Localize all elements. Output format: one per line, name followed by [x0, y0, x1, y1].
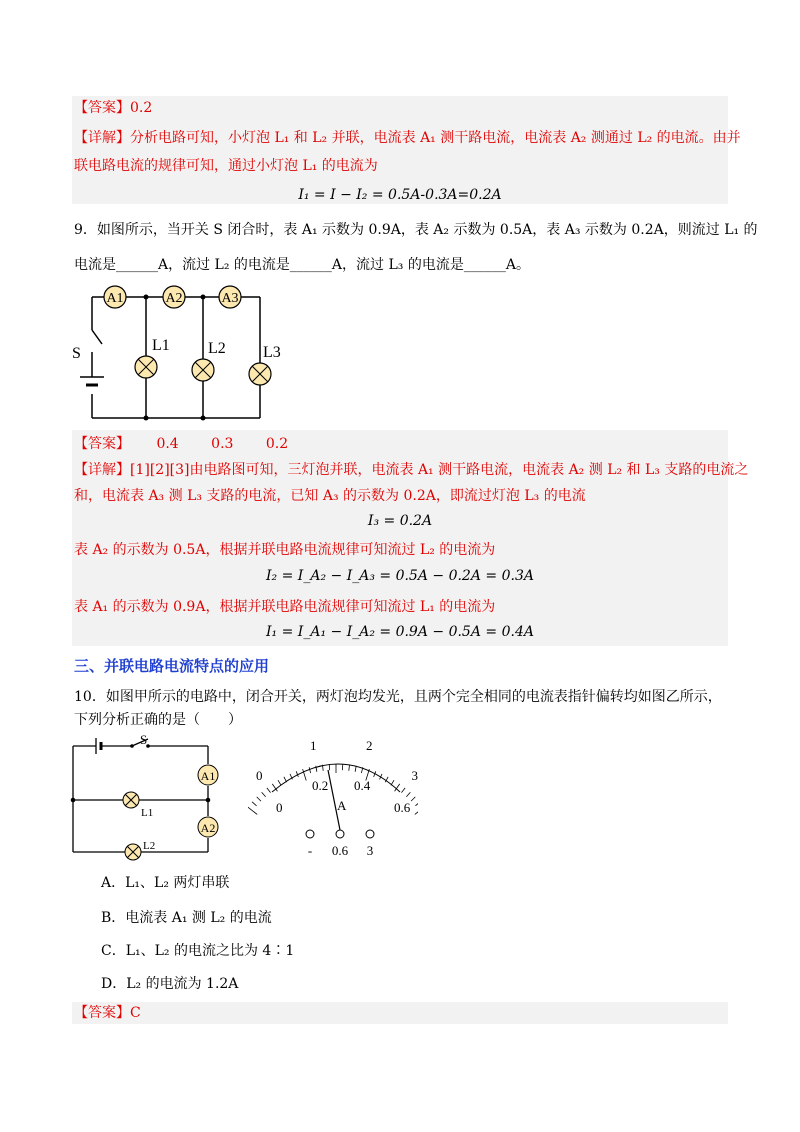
- svg-text:L1: L1: [141, 807, 154, 819]
- answer-1: 0.4: [156, 436, 179, 452]
- detail-text: [1][2][3]由电路图可知，三灯泡并联，电流表 A₁ 测干路电流，电流表 A₂ 测 L₂ 和 L₃ 支路的电流之: [130, 462, 749, 478]
- svg-text:L2: L2: [208, 340, 226, 357]
- scale-bottom-0: 0: [276, 800, 283, 815]
- answer-block-3: [72, 1002, 728, 1024]
- answer-line-2: [74, 434, 288, 454]
- detail-label: 【详解】: [74, 462, 130, 478]
- scale-top-1: 1: [310, 738, 317, 753]
- svg-text:A2: A2: [165, 291, 183, 306]
- lamp-l2: [125, 840, 155, 860]
- lamp-l1: [135, 337, 170, 378]
- answer-line-3: [74, 1003, 141, 1023]
- detail-line-5: 表 A₂ 的示数为 0.5A，根据并联电路电流规律可知流过 L₂ 的电流为: [74, 542, 496, 558]
- terminal-neg: -: [307, 843, 313, 858]
- q9-line-1: 9．如图所示，当开关 S 闭合时，表 A₁ 示数为 0.9A，表 A₂ 示数为 0.5A，表 A₃ 示数为 0.2A，则流过 L₁ 的: [74, 222, 758, 238]
- svg-text:A3: A3: [221, 291, 239, 306]
- detail-line-6: 表 A₁ 的示数为 0.9A，根据并联电路电流规律可知流过 L₁ 的电流为: [74, 599, 496, 615]
- scale-bottom-2: 0.4: [354, 778, 371, 793]
- formula-1: I₁ = I − I₂ = 0.5A-0.3A=0.2A: [298, 187, 502, 203]
- svg-text:A1: A1: [106, 291, 124, 306]
- answer-line-1: [74, 98, 152, 118]
- option-c[interactable]: C．L₁、L₂ 的电流之比为 4∶1: [101, 943, 295, 959]
- formula-3: I₂ = I_A₂ − I_A₃ = 0.5A − 0.2A = 0.3A: [266, 568, 534, 584]
- scale-top-2: 2: [366, 738, 373, 753]
- meter-tick: [252, 802, 256, 806]
- option-b[interactable]: B．电流表 A₁ 测 L₂ 的电流: [101, 910, 272, 926]
- svg-text:L2: L2: [143, 840, 156, 852]
- meter-tick: [415, 807, 418, 814]
- formula-4: I₁ = I_A₁ − I_A₂ = 0.9A − 0.5A = 0.4A: [266, 624, 534, 640]
- detail-text: 分析电路可知，小灯泡 L₁ 和 L₂ 并联，电流表 A₁ 测干路电流，电流表 A₂ 测通过 L₂ 的电流。由并: [130, 130, 741, 146]
- answer-label: 【答案】: [74, 1005, 130, 1021]
- q9-circuit-diagram: [70, 282, 285, 422]
- svg-text:A2: A2: [200, 821, 216, 835]
- terminal-06: 0.6: [331, 843, 349, 858]
- ammeter-a1: [198, 765, 218, 785]
- meter-tick: [257, 797, 261, 801]
- lamp-l3: [249, 344, 281, 385]
- ammeter-a2: [198, 817, 218, 837]
- option-a[interactable]: A．L₁、L₂ 两灯串联: [101, 875, 230, 891]
- answer-value: C: [130, 1005, 141, 1021]
- ammeter-a1: [104, 286, 126, 308]
- answer-label: 【答案】: [74, 100, 130, 116]
- meter-tick: [401, 788, 405, 793]
- unit-label: A: [337, 798, 347, 813]
- q10-circuit-diagram: [68, 734, 228, 864]
- answer-2: 0.3: [211, 436, 234, 452]
- scale-top-0: 0: [256, 768, 263, 783]
- svg-text:L3: L3: [263, 344, 281, 361]
- ammeter-a2: [163, 286, 185, 308]
- meter-tick: [411, 797, 415, 801]
- detail-line-4: 和，电流表 A₃ 测 L₃ 支路的电流，已知 A₃ 的示数为 0.2A，即流过灯泡 L₃ 的电流: [74, 488, 586, 504]
- meter-tick: [267, 788, 271, 793]
- switch-label: S: [140, 734, 148, 747]
- ammeter-dial-diagram: [248, 736, 418, 862]
- section-heading: 三、并联电路电流特点的应用: [74, 657, 270, 675]
- terminal-3: 3: [366, 843, 374, 858]
- meter-tick: [349, 765, 350, 771]
- meter-tick: [278, 780, 281, 785]
- junction-dots: [144, 295, 206, 421]
- lamp-l1: [123, 792, 153, 819]
- answer-3: 0.2: [265, 436, 289, 452]
- scale-top-3: 3: [411, 768, 418, 783]
- q10-line-2: 下列分析正确的是（ ）: [74, 712, 242, 728]
- q9-line-2: 电流是______A，流过 L₂ 的电流是______A，流过 L₃ 的电流是______A。: [74, 257, 530, 273]
- meter-tick: [415, 802, 418, 806]
- ammeter-a3: [219, 286, 241, 308]
- formula-2: I₃ = 0.2A: [367, 513, 433, 529]
- meter-tick: [406, 792, 410, 796]
- scale-bottom-3: 0.6: [394, 800, 411, 815]
- detail-label: 【详解】: [74, 130, 130, 146]
- detail-line-2: 联电路电流的规律可知，通过小灯泡 L₁ 的电流为: [74, 158, 378, 174]
- meter-tick: [248, 807, 257, 814]
- svg-text:A1: A1: [200, 769, 216, 783]
- scale-bottom-1: 0.2: [312, 778, 329, 793]
- meter-tick: [262, 792, 266, 796]
- detail-line-1: [74, 128, 741, 148]
- svg-text:L1: L1: [152, 337, 170, 354]
- answer-value: 0.2: [130, 100, 153, 116]
- lamp-l2: [192, 340, 226, 381]
- q10-line-1: 10．如图甲所示的电路中，闭合开关，两灯泡均发光，且两个完全相同的电流表指针偏转均如图乙所示，: [74, 689, 722, 705]
- switch-label: S: [72, 345, 81, 362]
- meter-tick: [309, 767, 310, 773]
- detail-line-3: [74, 460, 748, 480]
- answer-label: 【答案】: [74, 436, 130, 452]
- option-d[interactable]: D．L₂ 的电流为 1.2A: [101, 976, 239, 992]
